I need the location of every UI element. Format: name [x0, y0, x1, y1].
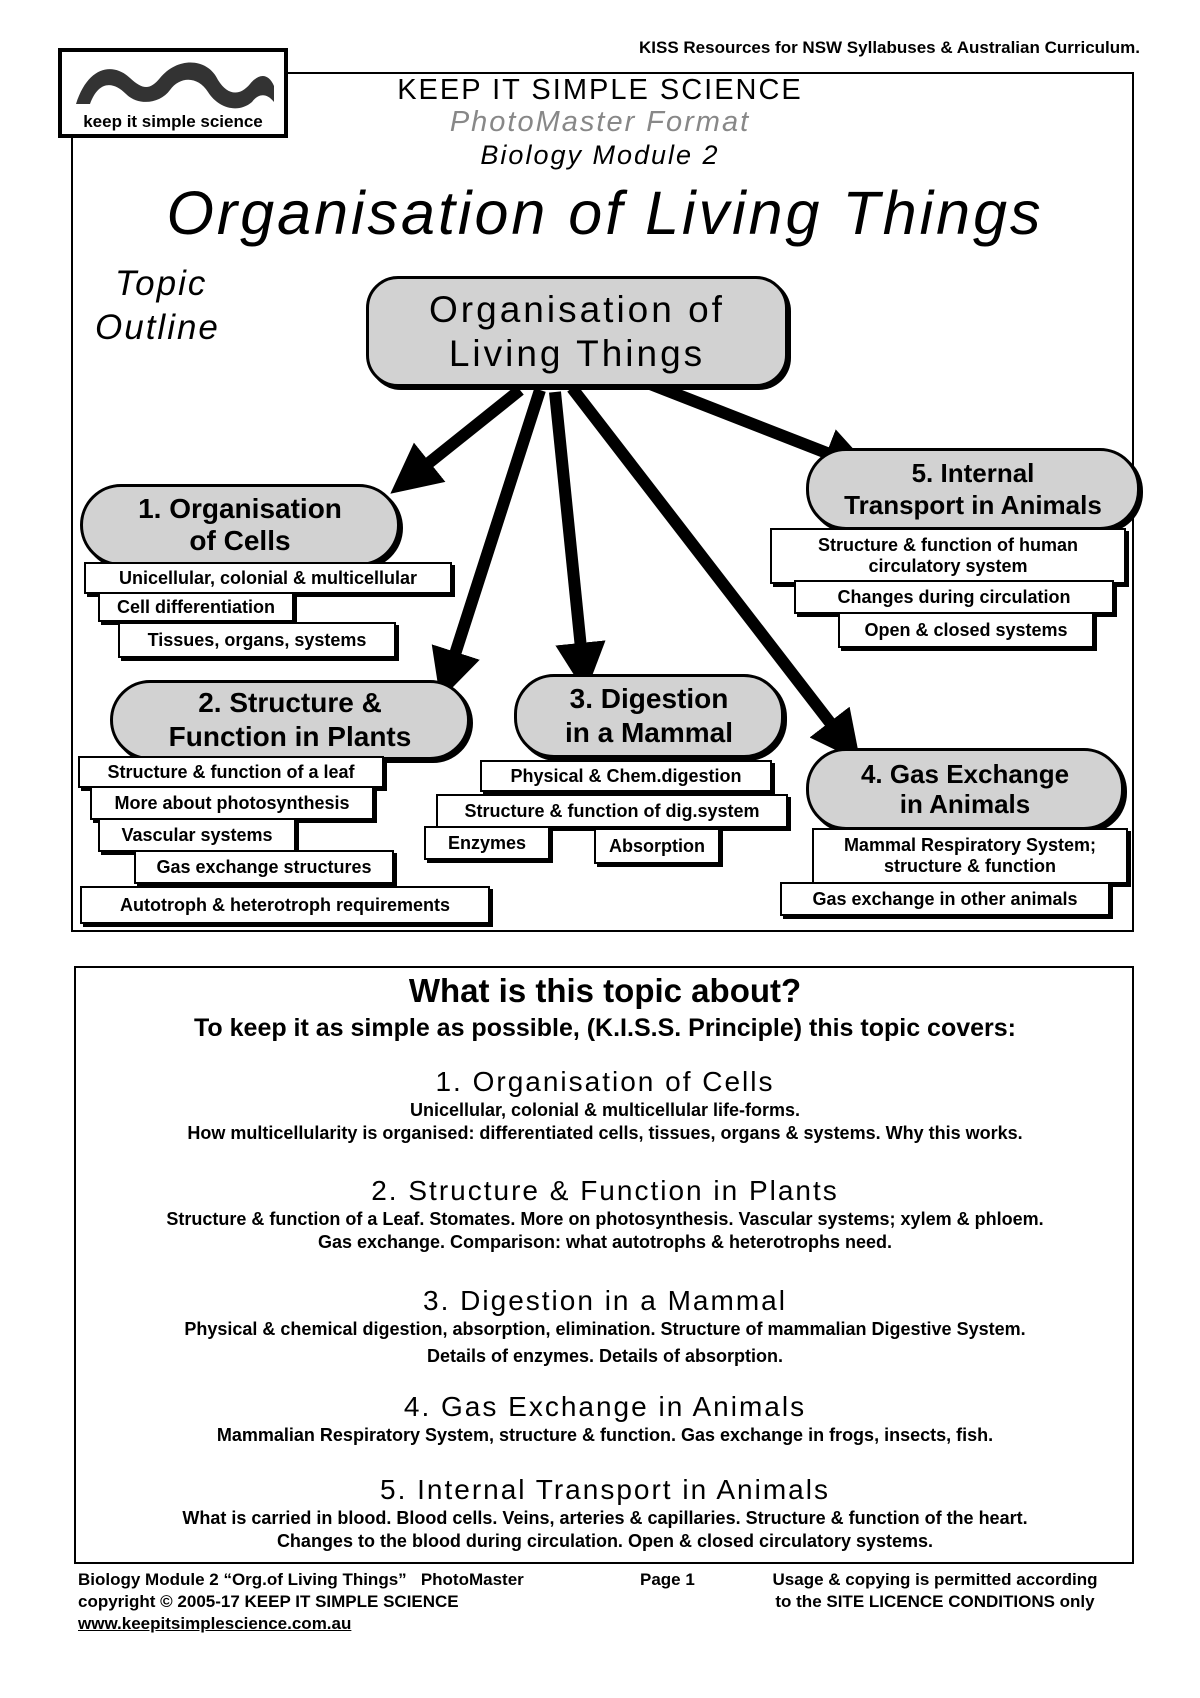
arrow-to-topic-3	[555, 392, 583, 668]
topic-3-item: Physical & Chem.digestion	[480, 760, 772, 792]
summary-section-1-heading: 1. Organisation of Cells	[435, 1066, 775, 1097]
topic-2-item: Vascular systems	[98, 818, 296, 852]
topic-2-item: Autotroph & heterotroph requirements	[80, 886, 490, 924]
summary-section-2-line: Gas exchange. Comparison: what autotrophs & heterotrophs need.	[317, 1232, 893, 1252]
kiss-resources-header: KISS Resources for NSW Syllabuses & Australian Curriculum.	[638, 38, 1140, 57]
topic-4-title-line2: in Animals	[899, 789, 1031, 819]
registered-mark: ®	[180, 80, 190, 95]
footer-left	[78, 1569, 638, 1635]
summary-subheading: To keep it as simple as possible, (K.I.S.S. Principle) this topic covers:	[194, 1014, 1016, 1042]
topic-5-title-line2: Transport in Animals	[844, 490, 1102, 520]
topic-3-item: Structure & function of dig.system	[436, 794, 788, 828]
topic-5-item: Structure & function of human circulatory system	[770, 528, 1126, 584]
summary-section-2-line: Structure & function of a Leaf. Stomates. More on photosynthesis. Vascular systems; xylem & phloem.	[166, 1209, 1044, 1229]
topic-4-item: Gas exchange in other animals	[780, 882, 1110, 916]
footer-licence-line2: to the SITE LICENCE CONDITIONS only	[775, 1592, 1095, 1611]
topic-4-pill	[806, 748, 1124, 830]
topic-5-pill	[806, 448, 1140, 530]
topic-outline-line2: Outline	[95, 308, 220, 347]
summary-section-5-heading: 5. Internal Transport in Animals	[380, 1474, 830, 1505]
summary-section-4-line: Mammalian Respiratory System, structure & function. Gas exchange in frogs, insects, fish.	[216, 1425, 994, 1445]
topic-2-item: More about photosynthesis	[90, 786, 374, 820]
topic-outline-line1: Topic	[115, 264, 208, 303]
page-title: Organisation of Living Things	[166, 179, 1044, 247]
summary-section-4-heading: 4. Gas Exchange in Animals	[403, 1391, 807, 1422]
topic-3-pill	[514, 674, 784, 758]
topic-1-pill	[80, 484, 400, 566]
summary-section-3-line: Details of enzymes. Details of absorption.	[426, 1346, 784, 1366]
topic-3-item: Enzymes	[424, 826, 550, 860]
center-topic-pill	[366, 276, 788, 387]
topic-1-item: Cell differentiation	[98, 592, 294, 622]
footer-licence-line1: Usage & copying is permitted according	[772, 1570, 1098, 1589]
topic-5-item: Open & closed systems	[838, 612, 1094, 648]
topic-2-item: Structure & function of a leaf	[78, 756, 384, 788]
footer-page-number: Page 1	[640, 1570, 695, 1589]
summary-section-5-line: What is carried in blood. Blood cells. Veins, arteries & capillaries. Structure & function of the heart.	[182, 1508, 1028, 1528]
topic-3-title-line1: 3. Digestion	[569, 683, 729, 714]
topic-2-title-line1: 2. Structure &	[198, 687, 382, 718]
topic-2-item: Gas exchange structures	[134, 850, 394, 884]
topic-1-item: Tissues, organs, systems	[118, 622, 396, 658]
summary-section-5-line: Changes to the blood during circulation. Open & closed circulatory systems.	[276, 1531, 934, 1551]
summary-section-1-line: How multicellularity is organised: differentiated cells, tissues, organs & systems. Why this works.	[187, 1123, 1023, 1143]
topic-2-pill	[110, 680, 470, 760]
topic-4-title-line1: 4. Gas Exchange	[860, 759, 1070, 789]
format-title: PhotoMaster Format	[449, 106, 751, 138]
summary-heading: What is this topic about?	[408, 972, 802, 1009]
topic-3-item: Absorption	[594, 828, 720, 864]
footer-website-link[interactable]: www.keepitsimplescience.com.au	[78, 1614, 352, 1633]
summary-section-1-line: Unicellular, colonial & multicellular life-forms.	[409, 1100, 801, 1120]
logo-text: keep it simple science	[83, 112, 263, 131]
topic-1-title-line2: of Cells	[189, 525, 291, 556]
footer-doc-line: Biology Module 2 “Org.of Living Things” PhotoMaster	[78, 1570, 524, 1589]
topic-5-title-line1: 5. Internal	[911, 458, 1035, 488]
topic-1-item: Unicellular, colonial & multicellular	[84, 562, 452, 594]
module-title: Biology Module 2	[480, 140, 720, 170]
center-topic-line2: Living Things	[448, 332, 706, 374]
series-title: KEEP IT SIMPLE SCIENCE	[397, 74, 803, 106]
summary-section-2-heading: 2. Structure & Function in Plants	[371, 1175, 839, 1206]
topic-1-title-line1: 1. Organisation	[138, 493, 342, 524]
arrow-to-topic-5	[640, 380, 850, 462]
arrow-to-topic-1	[410, 390, 520, 478]
summary-section-3-heading: 3. Digestion in a Mammal	[423, 1285, 787, 1316]
summary-section-3-line: Physical & chemical digestion, absorption, elimination. Structure of mammalian Digestive System.	[184, 1319, 1026, 1339]
topic-2-title-line2: Function in Plants	[168, 721, 412, 752]
topic-5-item: Changes during circulation	[794, 580, 1114, 614]
center-topic-line1: Organisation of	[429, 288, 725, 330]
footer-copyright: copyright © 2005-17 KEEP IT SIMPLE SCIENCE	[78, 1592, 459, 1611]
topic-4-item: Mammal Respiratory System; structure & function	[812, 828, 1128, 884]
footer-licence	[730, 1569, 1140, 1613]
topic-3-title-line2: in a Mammal	[564, 717, 734, 748]
